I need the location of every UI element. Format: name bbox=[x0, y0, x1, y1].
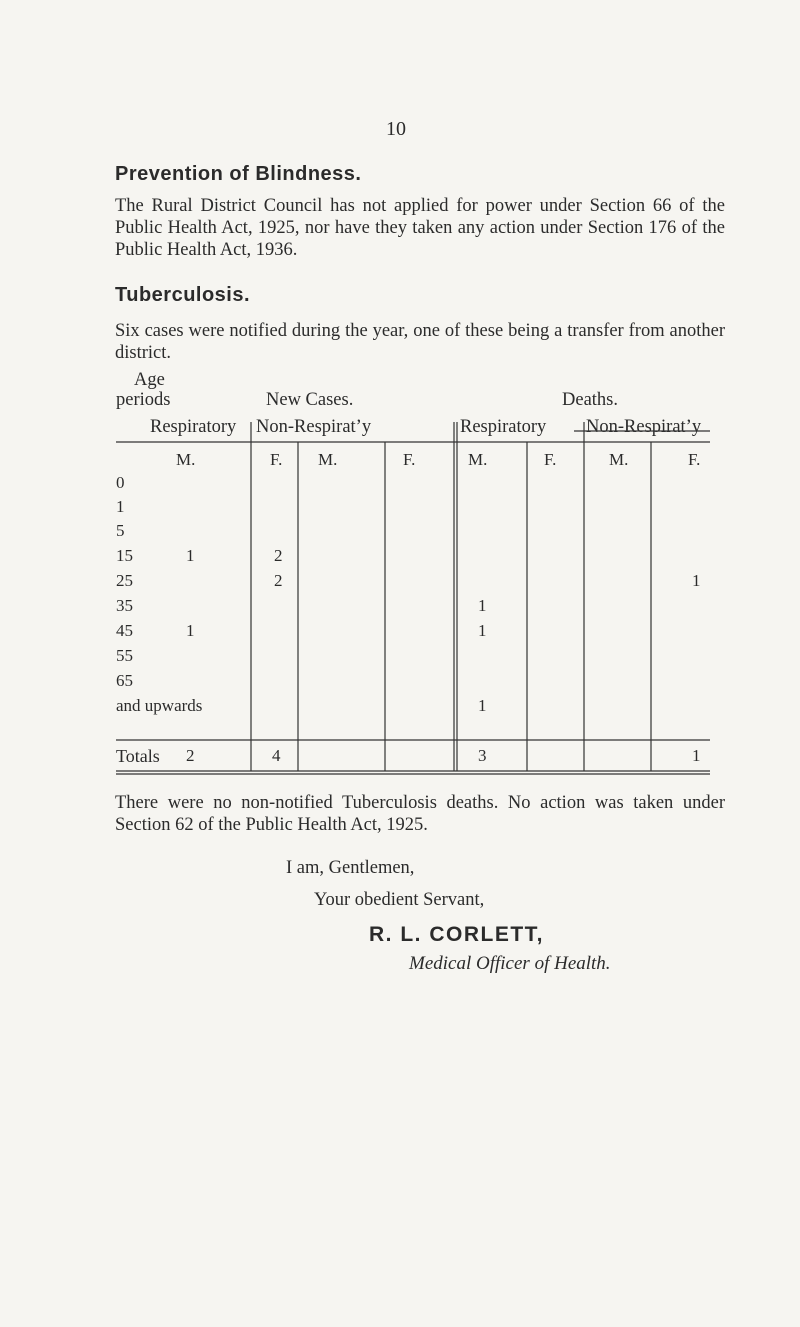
section-heading-blindness: Prevention of Blindness. bbox=[115, 163, 362, 185]
deaths-respiratory-header: Respiratory bbox=[460, 417, 547, 437]
data-cell: 2 bbox=[274, 546, 283, 565]
age-label: Age bbox=[134, 370, 165, 390]
age-cell: 65 bbox=[116, 671, 133, 690]
signature-title: Medical Officer of Health. bbox=[409, 953, 611, 974]
page-number: 10 bbox=[386, 118, 406, 140]
new-respiratory-header: Respiratory bbox=[150, 417, 237, 437]
deaths-nonrespiratory-header: Non-Respirat’y bbox=[586, 417, 702, 437]
data-cell: 1 bbox=[478, 596, 487, 615]
blindness-paragraph: The Rural District Council has not applied for power under Section 66 of the Public Health Act, 1925, nor have they taken any action under Section 176 of the Public Health Act, 1936. bbox=[115, 196, 725, 260]
totals-cell: 1 bbox=[692, 746, 701, 765]
new-cases-header: New Cases. bbox=[266, 390, 354, 410]
age-cell: 1 bbox=[116, 497, 125, 516]
data-cell: 1 bbox=[186, 546, 195, 565]
new-nonrespiratory-header: Non-Respirat’y bbox=[256, 417, 372, 437]
servant-line: Your obedient Servant, bbox=[314, 890, 485, 910]
totals-cell: 2 bbox=[186, 746, 195, 765]
salutation: I am, Gentlemen, bbox=[286, 858, 415, 878]
sex-header: M. bbox=[318, 450, 338, 469]
sex-header: M. bbox=[609, 450, 629, 469]
age-cell: and upwards bbox=[116, 696, 203, 715]
sex-header: F. bbox=[403, 450, 416, 469]
age-cell: 0 bbox=[116, 473, 125, 492]
closing-paragraph: There were no non-notified Tuberculosis deaths. No action was taken under Section 62 of the Public Health Act, 1925. bbox=[115, 793, 725, 835]
deaths-header: Deaths. bbox=[562, 390, 618, 410]
sex-header: F. bbox=[270, 450, 283, 469]
data-cell: 1 bbox=[478, 621, 487, 640]
data-cell: 2 bbox=[274, 571, 283, 590]
signature-name: R. L. CORLETT, bbox=[369, 923, 544, 946]
totals-cell: 3 bbox=[478, 746, 487, 765]
section-heading-tuberculosis: Tuberculosis. bbox=[115, 284, 251, 306]
tuberculosis-paragraph: Six cases were notified during the year, one of these being a transfer from another district. bbox=[115, 321, 725, 363]
sex-header: M. bbox=[176, 450, 196, 469]
data-cell: 1 bbox=[478, 696, 487, 715]
data-cell: 1 bbox=[186, 621, 195, 640]
sex-header: M. bbox=[468, 450, 488, 469]
age-cell: 5 bbox=[116, 521, 125, 540]
sex-header: F. bbox=[544, 450, 557, 469]
age-cell: 25 bbox=[116, 571, 133, 590]
totals-cell: 4 bbox=[272, 746, 281, 765]
age-cell: 55 bbox=[116, 646, 133, 665]
age-cell: 15 bbox=[116, 546, 133, 565]
sex-header: F. bbox=[688, 450, 701, 469]
data-cell: 1 bbox=[692, 571, 701, 590]
periods-label: periods bbox=[116, 390, 171, 410]
totals-label: Totals bbox=[116, 746, 160, 766]
age-cell: 35 bbox=[116, 596, 133, 615]
age-cell: 45 bbox=[116, 621, 133, 640]
